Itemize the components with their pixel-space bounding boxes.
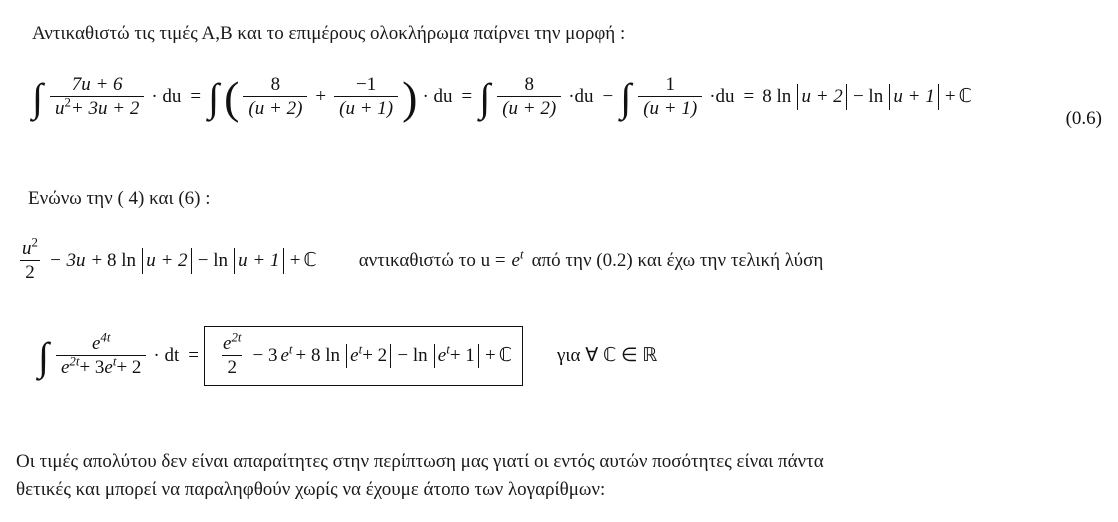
split-2-differential: ·du <box>709 85 735 107</box>
term-b-numerator: −1 <box>356 74 377 95</box>
abs-bar-right-5 <box>390 344 391 368</box>
close-paren: ) <box>402 72 418 124</box>
closing-paragraph <box>16 448 824 503</box>
integral-sign-5: ∫ <box>38 333 49 379</box>
term-b-denominator: (u + 1) <box>334 96 398 119</box>
substitution-exp: $e^t$ <box>511 246 524 271</box>
abs-bar-right-2 <box>938 84 939 110</box>
joined-frac-numerator: $u^2$ <box>22 234 38 259</box>
abs-content-5: $e^t+ 2$ <box>350 341 388 366</box>
joined-term-3u: − 3u <box>48 249 86 271</box>
fraction-term-a <box>243 74 307 120</box>
boxed-term-minus3: − 3 <box>252 344 278 366</box>
minus-1: − <box>602 85 614 107</box>
closing-paragraph-line-1: Οι τιμές απολύτου δεν είναι απαραίτητες στην περίπτωση μας γιατί οι εντός αυτών ποσότητες είναι πάντα <box>16 451 824 472</box>
grouped-differential: · du <box>422 85 453 107</box>
split-1-differential: ·du <box>568 85 594 107</box>
integral-sign-1: ∫ <box>32 74 43 120</box>
abs-bar-left-2 <box>889 84 890 110</box>
equals-1: = <box>190 85 202 107</box>
fraction-term-b <box>334 74 398 120</box>
fraction-final-lhs <box>56 329 146 379</box>
boxed-frac-denominator: 2 <box>222 355 242 378</box>
abs-bar-right-6 <box>478 344 479 368</box>
integration-constant-1: ℂ <box>958 86 972 108</box>
result-coefficient: 8 ln <box>762 85 792 107</box>
plus-1: + <box>315 85 327 107</box>
split-2-denominator: (u + 1) <box>638 96 702 119</box>
integration-constant-3: ℂ <box>498 345 512 367</box>
integral-sign-4: ∫ <box>620 74 632 120</box>
substitution-note-pre: αντικαθιστώ το u = <box>358 249 506 271</box>
final-equals: = <box>188 344 199 366</box>
final-condition: για ∀ ℂ ∈ ℝ <box>556 345 658 367</box>
equation-final <box>36 326 657 386</box>
equation-tag-0-6: (0.6) <box>1065 108 1102 129</box>
open-paren: ( <box>224 72 240 124</box>
fraction-lhs-numerator: 7u + 6 <box>71 74 123 95</box>
abs-bar-left-3 <box>142 248 143 274</box>
term-a-denominator: (u + 2) <box>243 96 307 119</box>
fraction-lhs-denominator: $u^2+ 3u + 2$ <box>50 96 144 119</box>
final-differential: · dt <box>153 344 180 366</box>
abs-content-4: u + 1 <box>238 249 280 271</box>
split-1-denominator: (u + 2) <box>497 96 561 119</box>
boxed-frac-numerator: $e^{2t}$ <box>223 329 242 354</box>
integral-sign-2: ∫ <box>208 74 220 120</box>
integral-sign-3: ∫ <box>479 74 491 120</box>
intro-paragraph: Αντικαθιστώ τις τιμές Α,Β και το επιμέρους ολοκλήρωμα παίρνει την μορφή : <box>32 23 626 44</box>
boxed-plus: + <box>484 344 496 366</box>
abs-bar-right-4 <box>283 248 284 274</box>
abs-bar-right-1 <box>846 84 847 110</box>
joined-frac-denominator: 2 <box>20 260 40 283</box>
abs-group-6 <box>431 341 482 368</box>
boxed-term-ln1: + 8 ln <box>295 344 340 366</box>
fraction-u-squared-over-2 <box>17 234 43 284</box>
fraction-lhs <box>50 74 144 120</box>
abs-bar-left-4 <box>234 248 235 274</box>
lhs-differential: · du <box>151 85 182 107</box>
abs-group-3 <box>139 248 195 274</box>
fraction-boxed <box>218 329 246 379</box>
equals-2: = <box>461 85 473 107</box>
fraction-split-1 <box>497 74 561 120</box>
integration-constant-2: ℂ <box>303 250 317 272</box>
term-a-numerator: 8 <box>270 74 281 95</box>
abs-group-2 <box>886 84 942 110</box>
abs-content-1: u + 2 <box>801 85 843 107</box>
abs-bar-left-5 <box>346 344 347 368</box>
abs-group-4 <box>231 248 287 274</box>
split-2-numerator: 1 <box>665 74 675 95</box>
final-lhs-denominator: $e^{2t}+ 3e^t+ 2$ <box>56 355 146 378</box>
substitution-note-post: από την (0.2) και έχω την τελική λύση <box>531 249 824 271</box>
equation-joined <box>14 234 824 284</box>
fraction-split-2 <box>638 74 702 120</box>
joined-term-ln2: − ln <box>197 249 228 271</box>
boxed-result <box>204 326 523 386</box>
boxed-term-ln2: − ln <box>397 344 428 366</box>
equation-0-6 <box>30 72 972 124</box>
abs-content-2: u + 1 <box>893 85 935 107</box>
abs-group-1 <box>794 84 850 110</box>
boxed-term-e: $e^t$ <box>280 341 293 366</box>
split-1-numerator: 8 <box>524 74 534 95</box>
joined-plus: + <box>289 249 301 271</box>
abs-bar-left-6 <box>434 344 435 368</box>
abs-content-3: u + 2 <box>146 249 188 271</box>
abs-bar-right-3 <box>191 248 192 274</box>
closing-paragraph-line-2: θετικές και μπορεί να παραληφθούν χωρίς να έχουμε άτοπο των λογαρίθμων: <box>16 478 606 500</box>
equals-3: = <box>743 85 755 107</box>
join-paragraph: Ενώνω την ( 4) και (6) : <box>28 188 211 209</box>
joined-term-ln1: + 8 ln <box>91 249 137 271</box>
abs-bar-left-1 <box>797 84 798 110</box>
abs-content-6: $e^t+ 1$ <box>437 341 475 366</box>
result-minus-ln: − ln <box>852 85 884 107</box>
final-lhs-numerator: $e^{4t}$ <box>91 329 111 354</box>
abs-group-5 <box>343 341 394 368</box>
result-plus: + <box>944 85 956 107</box>
